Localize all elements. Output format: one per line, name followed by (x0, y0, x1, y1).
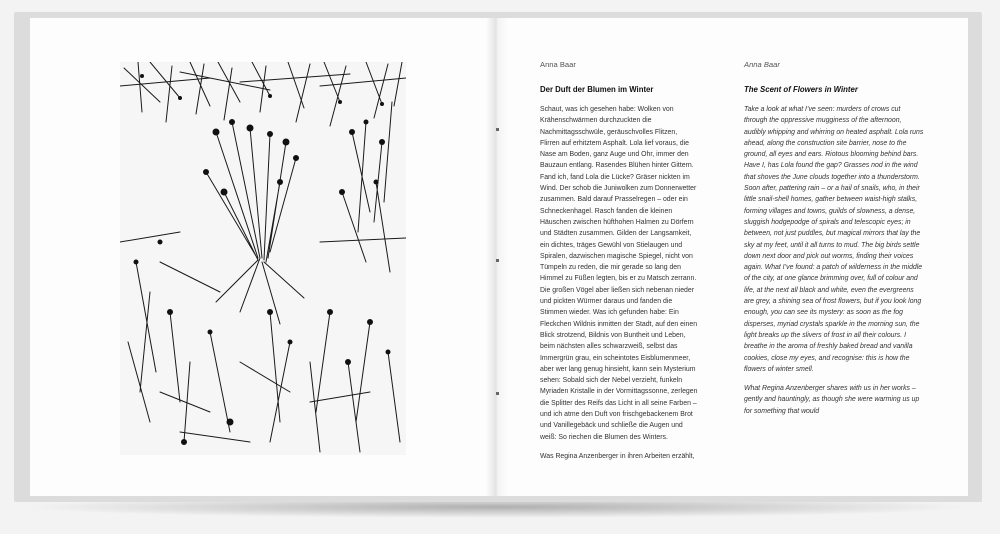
snow-plants-illustration (120, 62, 406, 455)
margin-tick (496, 128, 499, 131)
snow-plants-photo (120, 62, 406, 455)
essay-title-english: The Scent of Flowers in Winter (744, 85, 858, 94)
author-name-english: Anna Baar (744, 60, 780, 69)
book-gutter (486, 18, 508, 496)
margin-tick (496, 259, 499, 262)
essay-closing-german: Was Regina Anzenberger in ihren Arbeiten erzählt, (540, 452, 695, 460)
essay-closing-english: What Regina Anzenberger shares with us in her works – gently and hauntingly, as though she were warming us up for something that would (744, 385, 920, 415)
english-column (744, 60, 924, 425)
essay-body-english: Take a look at what I’ve seen: murders of crows cut through the oppressive mugginess of the afternoon, audibly whipping and whirring on heated asphalt. Lola runs ahead, along the construction site barrier, nose to the ground, all eyes and ears. Riotous blooming behind bars. Have I, has Lola found the gap? Grasses nod in the wind that shoves the June clouds together into a thunderstorm. Soon after, pattering rain – or a hail of snails, who, in their little snail-shell homes, gather between waist-high stalks, forming villages and towns, guilds of slowness, a dense, sluggish hodgepodge of spirals and telescopic eyes; in between, not just puddles, but magical mirrors that lay the sky at my feet, until it all turns to mud. The big birds settle down next door and pick out worms, finding their voices again. What I’ve found: a patch of wilderness in the middle of the city, at one glance brimming over, full of colour and life, at the next all black and white, even the evergreens are grey, a shining sea of frost flowers, but if you look long enough, you can see its mystery: as soon as the fog disperses, myriad crystals sparkle in the morning sun, the light breaks up the slivers of frost in all their colours. I breathe in the aroma of freshly baked bread and vanilla cookies, close my eyes, and recognise: this is how the flowers of winter smell. (744, 106, 924, 373)
essay-title-german: Der Duft der Blumen im Winter (540, 85, 654, 94)
german-column (540, 60, 698, 470)
margin-tick (496, 392, 499, 395)
author-name-german: Anna Baar (540, 60, 576, 69)
essay-body-german: Schaut, was ich gesehen habe: Wolken von Krähenschwärmen durchzuckten die Nachmittagsschwüle, geräuschvolles Flitzen, Flirren auf erhitztem Asphalt. Lola lief voraus, die Nase am Boden, ganz Auge und Ohr, immer den Bauzaun entlang. Rasendes Blühen hinter Gittern. Fand ich, fand Lola die Lücke? Gräser nickten im Wind. Der schob die Juniwolken zum Donnerwetter zusammen. Bald darauf Prasselregen – oder ein Schneckenhagel. Rasch fanden die kleinen Häuschen zwischen hüfthohen Halmen zu Dörfern und Städten zusammen. Gilden der Langsamkeit, ein dichtes, träges Gewühl von Stielaugen und Spiralen, dazwischen magische Spiegel, nicht von Tümpeln zu reden, die mir gerade so lang den Himmel zu Füßen legten, bis er zu Matsch zerrann. Die großen Vögel aber ließen sich nebenan nieder und pickten Würmer daraus und fanden die Stimmen wieder. Was ich gefunden habe: Ein Fleckchen Wildnis inmitten der Stadt, auf den einen Blick strotzend, Bildnis von Buntheit und Leben, beim nächsten alles schwarzweiß, selbst das Immergrün grau, ein scheintotes Eisblumenmeer, aber wer lang genug hinsieht, kann sein Mysterium sehen: Sobald sich der Nebel verzieht, funkeln Myriaden Kristalle in der Vormittagssonne, zerlegen die Splitter des Reifs das Licht in all seine Farben – und ich atme den Duft von frischgebackenem Brot und Vanillegebäck und schließe die Augen und weiß: So riechen die Blumen des Winters. (540, 106, 698, 441)
